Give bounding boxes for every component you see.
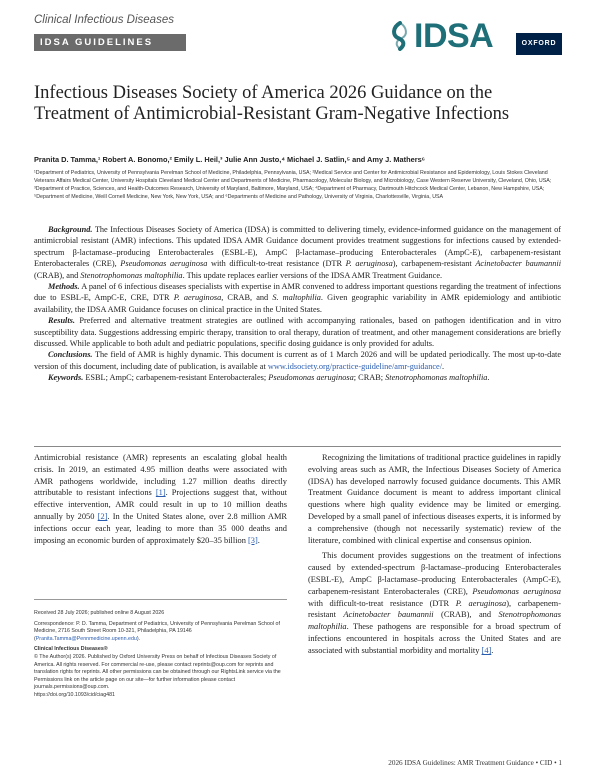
abstract (34, 224, 561, 384)
reference-link[interactable]: [3] (248, 535, 258, 545)
abstract-background (34, 224, 561, 281)
conclusions-text: . (442, 361, 445, 371)
author-list: Pranita D. Tamma,¹ Robert A. Bonomo,² Emily L. Heil,³ Julie Ann Justo,⁴ Michael J. Satlin,⁵ and Amy J. Mathers⁶ (34, 155, 426, 164)
body-left-column (34, 452, 287, 546)
keywords-text: ; CRAB; (353, 373, 386, 383)
body-text: This document provides suggestions on the treatment of infections caused by extended-spectrum β-lactamase–producing Enterobacterales (ESBL-E), AmpC β-lactamase–producing Enterobacterales (AmpC-E), carbapenem-resistant Enterobacterales (CRE), (308, 551, 561, 596)
methods-text: A panel of 6 infectious diseases specialists with expertise in AMR convened to address important questions regarding the treatment of infections due to ESBL-E, AmpC-E, CRE, DTR (34, 282, 562, 303)
footnote-divider (34, 599, 287, 600)
species-name: P. aeruginosa (173, 293, 222, 303)
results-text: Preferred and alternative treatment strategies are outlined with accompanying rationales, based on pathogen identification and in vitro susceptibility data. Suggestions addressing empiric therapy, transition to oral therapy, duration of treatment, and other management considerations are briefly discussed. While applicable to both adult and pediatric populations, specific dosing guidance is only provided for adults. (34, 316, 561, 349)
abstract-divider (34, 446, 561, 447)
species-name: S. maltophilia (272, 293, 321, 303)
reference-link[interactable]: [2] (97, 511, 108, 521)
species-name: Acinetobacter baumannii (475, 259, 561, 269)
species-name: Pseudomonas aeruginosa (472, 586, 561, 596)
body-paragraph (308, 550, 561, 656)
body-paragraph: Recognizing the limitations of traditional practice guidelines in rapidly evolving areas such as AMR, the Infectious Diseases Society of America (IDSA) has developed narrowly focused guidance documents. This AMR Treatment Guidance document is meant to address important clinical questions where high quality evidence may be limited or emerging. Developed by a small panel of infectious diseases experts, it is informed by a comprehensive (though not necessarily systematic) review of the literature, combined with clinical expertise and consensus opinion. (308, 453, 561, 545)
correspondence-text: Correspondence: P. D. Tamma, Department of Pediatrics, University of Pennsylvania Perelman School of Medicine, 2716 South Street Room 10-321, Philadelphia, PA 19146 ( (34, 620, 280, 642)
journal-name: Clinical Infectious Diseases (34, 14, 174, 26)
journal-footnote-title: Clinical Infectious Diseases® (34, 646, 108, 653)
received-date: Received 28 July 2026; published online 8 August 2026 (34, 610, 165, 616)
abstract-keywords (34, 372, 561, 383)
oxford-logo: OXFORD (516, 33, 562, 55)
abstract-methods (34, 281, 561, 315)
body-text: with difficult-to-treat resistance (DTR (308, 598, 456, 608)
background-text: ), carbapenem-resistant (392, 259, 476, 269)
running-footer: 2026 IDSA Guidelines: AMR Treatment Guidance • CID • 1 (388, 759, 562, 767)
species-name: Pseudomonas aeruginosa (120, 259, 208, 269)
correspondence-text: ). (136, 635, 141, 642)
idsa-swirl-icon (388, 21, 412, 51)
background-label: Background. (48, 225, 93, 234)
background-text: (CRAB), and (34, 270, 81, 280)
methods-text: , CRAB, and (221, 293, 273, 303)
body-text: . (491, 645, 494, 655)
background-text: The Infectious Diseases Society of America (IDSA) is committed to delivering timely, evidence-informed guidance on the management of antimicrobial resistant (AMR) infections. This updated IDSA AMR Guidance document provides treatment suggestions for infections caused by extended-spectrum β-lactamase–producing Enterobacterales (ESBL-E), AmpC β-lactamase–producing Enterobacterales (AmpC-E), carbapenem-resistant Enterobacterales (CRE), (34, 225, 561, 269)
species-name: Acinetobacter baumannii (343, 610, 434, 620)
correspondence-email[interactable]: Pranita.Tamma@Pennmedicine.upenn.edu (35, 635, 137, 642)
footnotes (34, 610, 287, 700)
body-text: . (257, 535, 260, 545)
species-name: P. aeruginosa (455, 598, 507, 608)
copyright-notice: © The Author(s) 2026. Published by Oxford University Press on behalf of Infectious Diseases Society of America. All rights reserved. For commercial re-use, please contact reprints@oup.com for reprints and translation rights for reprints. All other permissions can be obtained through our RightsLink service via the Permissions link on the article page on our site—for further information please contact journals.permissions@oup.com. (34, 653, 281, 691)
body-text: ), carbapenem-resistant (308, 598, 561, 620)
intro-paragraph (34, 452, 287, 546)
keywords-text: ESBL; AmpC; carbapenem-resistant Enterobacterales; (85, 373, 269, 383)
species-name: Stenotrophomonas maltophilia (80, 270, 183, 280)
abstract-results (34, 315, 561, 349)
body-text: (CRAB), and (433, 610, 499, 620)
body-text: Antimicrobial resistance (AMR) represents an escalating global health crisis. In 2019, an estimated 4.95 million deaths were associated with AMR pathogens worldwide, including 1.27 million deaths directly attributable to resistant infections (34, 453, 287, 498)
methods-text: . Given geographic variability in AMR epidemiology and antibiotic availability, the IDSA AMR Guidance focuses on clinical practice in the United States. (34, 293, 561, 314)
article-title: Infectious Diseases Society of America 2026 Guidance on the Treatment of Antimicrobial-Resistant Gram-Negative Infections (34, 83, 510, 124)
body-text: . In the United States alone, over 2.8 million AMR infections occur each year, leading to more than 35 000 deaths and imposing an economic burden of approximately $20–35 billion (34, 511, 287, 545)
idsa-logo-text: IDSA (414, 17, 494, 55)
idsa-logo (388, 19, 493, 53)
body-text: . These pathogens are responsible for a broad spectrum of infections encountered in hospitals across the United States and are associated with substantial morbidity and mortality (308, 622, 561, 655)
doi-link[interactable]: https://doi.org/10.1093/cid/ciag481 (34, 691, 115, 698)
reference-link[interactable]: [4] (481, 645, 492, 655)
species-name: P. aeruginosa (345, 259, 393, 269)
reference-link[interactable]: [1] (155, 488, 166, 498)
body-right-column (308, 452, 561, 657)
keywords-label: Keywords. (48, 373, 84, 383)
species-name: Stenotrophomonas maltophilia (308, 610, 561, 632)
guidelines-banner: IDSA GUIDELINES (34, 34, 186, 51)
conclusions-label: Conclusions. (48, 350, 93, 360)
affiliations: ¹Department of Pediatrics, University of Pennsylvania Perelman School of Medicine, Philadelphia, Pennsylvania, USA; ²Medical Service and Center for Antimicrobial Resistance and Epidemiology, Louis Stokes Cleveland Veterans Affairs Medical Center, University Hospitals Cleveland Medical Center and Departments of Medicine, Pharmacology, Molecular Biology, and Microbiology, Case Western Reserve University, Cleveland, Ohio, USA; ³Department of Practice, Sciences, and Health-Outcomes Research, University of Maryland, Baltimore, Maryland, USA; ⁴Department of Pharmacy, Dartmouth Hitchcock Medical Center, Lebanon, New Hampshire, USA; ⁵Department of Medicine, Weill Cornell Medicine, New York, New York, USA; and ⁶Departments of Medicine and Pathology, University of Virginia, Charlottesville, Virginia, USA (34, 170, 552, 201)
correspondence (34, 621, 287, 644)
guidance-url-link[interactable]: www.idsociety.org/practice-guideline/amr-guidance/ (267, 361, 443, 371)
keywords-text: . (487, 373, 490, 383)
species-name: Pseudomonas aeruginosa (268, 373, 354, 383)
species-name: Stenotrophomonas maltophilia (385, 373, 488, 383)
background-text: with difficult-to-treat resistance (DTR (207, 259, 346, 269)
methods-label: Methods. (48, 282, 80, 292)
background-text: . This update replaces earlier versions of the IDSA AMR Treatment Guidance. (182, 270, 443, 280)
conclusions-text: The field of AMR is highly dynamic. This document is current as of 1 March 2026 and will be updated periodically. The most up-to-date version of this document, including date of publication, is available at (34, 350, 562, 371)
abstract-conclusions (34, 349, 561, 372)
results-label: Results. (48, 316, 75, 326)
body-text: . Projections suggest that, without effective intervention, AMR could result in up to 10 million deaths annually by 2050 (34, 488, 287, 521)
